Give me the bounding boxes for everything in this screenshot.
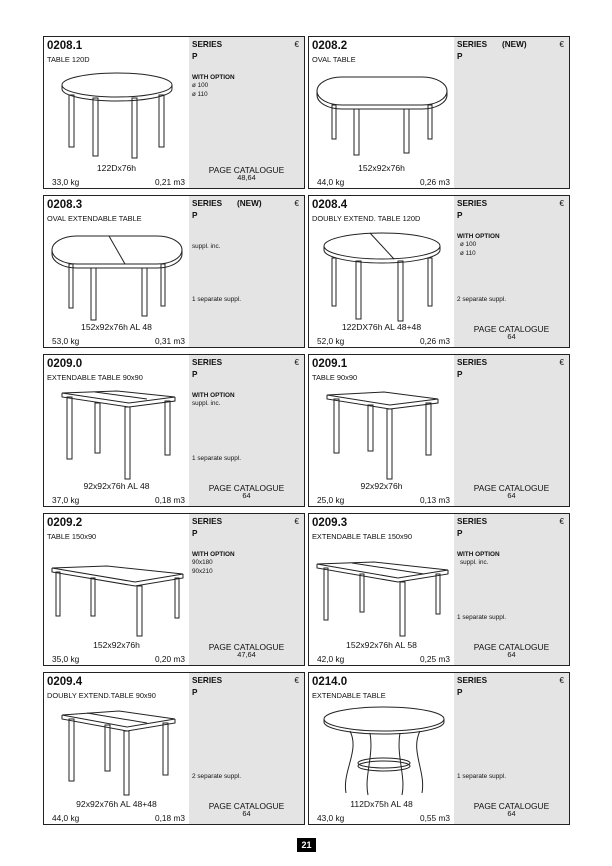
euro-symbol: € (294, 199, 299, 208)
product-weight: 53,0 kg (52, 336, 80, 346)
round-table-icon (47, 65, 187, 163)
page-catalogue-label: PAGE CATALOGUE (473, 801, 550, 811)
product-code: 0208.4 (312, 199, 348, 211)
new-badge: (NEW) (502, 40, 527, 49)
product-info (44, 37, 189, 188)
option-label: WITH OPTION (192, 551, 235, 558)
page-catalogue-label: PAGE CATALOGUE (208, 165, 285, 175)
series-label: SERIES (192, 358, 223, 367)
series-label: SERIES (457, 676, 488, 685)
product-dimensions: 122Dx76h (96, 163, 137, 173)
option-label: WITH OPTION (192, 392, 235, 399)
product-series-panel (454, 196, 569, 347)
series-label: SERIES (192, 199, 223, 208)
product-volume: 0,20 m3 (155, 654, 185, 664)
option-item: ø 110 (192, 91, 208, 98)
page-catalogue-label: PAGE CATALOGUE (208, 483, 285, 493)
product-weight: 42,0 kg (317, 654, 345, 664)
option-item: 90x210 (192, 568, 213, 575)
square-double-extendable-table-icon (47, 701, 187, 799)
product-volume: 0,13 m3 (420, 495, 450, 505)
product-series-panel (454, 673, 569, 824)
product-weight: 44,0 kg (52, 813, 80, 823)
product-name: EXTENDABLE TABLE 90x90 (47, 373, 143, 382)
product-dimensions: 92x92x76h AL 48+48 (76, 799, 157, 809)
product-info (44, 514, 189, 665)
option-label: WITH OPTION (457, 233, 500, 240)
page-catalogue (189, 484, 304, 501)
page-catalogue (454, 484, 569, 501)
page-catalogue-label: PAGE CATALOGUE (208, 801, 285, 811)
product-card (43, 36, 305, 189)
product-dimensions: 152x92x76h AL 58 (346, 640, 417, 650)
product-volume: 0,25 m3 (420, 654, 450, 664)
product-card (43, 672, 305, 825)
supplement-note: 1 separate suppl. (192, 455, 242, 462)
page-catalogue-number: 64 (507, 650, 516, 660)
product-name: TABLE 150x90 (47, 532, 97, 541)
product-name: TABLE 90x90 (312, 373, 358, 382)
product-info (309, 355, 454, 506)
option-item: suppl. inc. (192, 243, 221, 250)
product-card (308, 513, 570, 666)
product-dimensions: 152x92x76h AL 48 (81, 322, 152, 332)
series-label: SERIES (457, 358, 488, 367)
euro-symbol: € (559, 199, 564, 208)
series-value: P (192, 211, 198, 220)
product-name: EXTENDABLE TABLE 150x90 (312, 532, 412, 541)
page-catalogue-label: PAGE CATALOGUE (208, 642, 285, 652)
option-item: suppl. inc. (460, 559, 489, 566)
page-catalogue (454, 802, 569, 819)
product-weight: 35,0 kg (52, 654, 80, 664)
page-catalogue-number: 64 (507, 332, 516, 342)
series-value: P (192, 370, 198, 379)
product-dimensions: 112Dx75h AL 48 (350, 799, 413, 809)
page-catalogue-number: 64 (242, 491, 251, 501)
rect-table-icon (47, 542, 187, 640)
product-code: 0209.1 (312, 358, 348, 370)
page-catalogue (189, 166, 304, 183)
series-value: P (192, 52, 198, 61)
product-code: 0208.1 (47, 40, 83, 52)
product-card (308, 672, 570, 825)
product-info (309, 37, 454, 188)
new-badge: (NEW) (237, 199, 262, 208)
product-weight: 52,0 kg (317, 336, 345, 346)
euro-symbol: € (559, 517, 564, 526)
product-name: OVAL TABLE (312, 55, 356, 64)
product-weight: 33,0 kg (52, 177, 80, 187)
supplement-note: 1 separate suppl. (457, 773, 507, 780)
product-card (308, 354, 570, 507)
euro-symbol: € (294, 517, 299, 526)
product-series-panel (454, 355, 569, 506)
product-card (308, 195, 570, 348)
series-label: SERIES (192, 40, 223, 49)
product-series-panel (189, 196, 304, 347)
product-info (44, 196, 189, 347)
series-value: P (192, 688, 198, 697)
euro-symbol: € (559, 358, 564, 367)
product-code: 0208.3 (47, 199, 83, 211)
series-label: SERIES (457, 199, 488, 208)
series-value: P (457, 52, 463, 61)
page-catalogue-number: 64 (242, 809, 251, 819)
series-value: P (457, 688, 463, 697)
page-catalogue-number: 48,64 (237, 173, 256, 183)
euro-symbol: € (294, 676, 299, 685)
supplement-note: 2 separate suppl. (457, 296, 507, 303)
page-catalogue (189, 802, 304, 819)
option-label: WITH OPTION (192, 74, 235, 81)
product-card (43, 513, 305, 666)
product-name: OVAL EXTENDABLE TABLE (47, 214, 142, 223)
euro-symbol: € (294, 358, 299, 367)
product-card (43, 195, 305, 348)
product-name: EXTENDABLE TABLE (312, 691, 386, 700)
euro-symbol: € (559, 676, 564, 685)
series-label: SERIES (457, 40, 488, 49)
page-catalogue (454, 325, 569, 342)
product-series-panel (454, 37, 569, 188)
page-catalogue (454, 643, 569, 660)
page-catalogue (189, 643, 304, 660)
option-label: WITH OPTION (457, 551, 500, 558)
product-dimensions: 92x92x76h (360, 481, 403, 491)
option-item: 90x180 (192, 559, 213, 566)
product-weight: 43,0 kg (317, 813, 345, 823)
product-name: TABLE 120D (47, 55, 90, 64)
product-series-panel (454, 514, 569, 665)
product-code: 0209.0 (47, 358, 83, 370)
series-value: P (457, 529, 463, 538)
euro-symbol: € (294, 40, 299, 49)
product-volume: 0,55 m3 (420, 813, 450, 823)
product-dimensions: 152x92x76h (358, 163, 405, 173)
page-catalogue-number: 47,64 (237, 650, 256, 660)
product-volume: 0,26 m3 (420, 336, 450, 346)
series-label: SERIES (192, 517, 223, 526)
product-info (44, 673, 189, 824)
product-dimensions: 92x92x76h AL 48 (83, 481, 150, 491)
series-value: P (192, 529, 198, 538)
product-series-panel (189, 355, 304, 506)
option-item: ø 100 (460, 241, 477, 248)
series-value: P (457, 211, 463, 220)
square-table-icon (312, 383, 452, 481)
product-volume: 0,26 m3 (420, 177, 450, 187)
product-code: 0208.2 (312, 40, 348, 52)
rect-extendable-table-icon (312, 542, 452, 640)
page-catalogue-number: 64 (507, 491, 516, 501)
page-catalogue-number: 64 (507, 809, 516, 819)
square-extendable-table-icon (47, 383, 187, 481)
series-label: SERIES (192, 676, 223, 685)
page-catalogue-label: PAGE CATALOGUE (473, 642, 550, 652)
series-label: SERIES (457, 517, 488, 526)
product-code: 0209.4 (47, 676, 83, 688)
series-value: P (457, 370, 463, 379)
product-weight: 25,0 kg (317, 495, 345, 505)
product-dimensions: 122DX76h AL 48+48 (341, 322, 422, 332)
product-series-panel (189, 37, 304, 188)
product-dimensions: 152x92x76h (93, 640, 140, 650)
product-info (309, 673, 454, 824)
page-catalogue-label: PAGE CATALOGUE (473, 324, 550, 334)
euro-symbol: € (559, 40, 564, 49)
option-item: ø 100 (192, 82, 209, 89)
round-extendable-table-icon (312, 224, 452, 322)
supplement-note: 1 separate suppl. (192, 296, 242, 303)
product-card (308, 36, 570, 189)
product-code: 0214.0 (312, 676, 348, 688)
product-weight: 37,0 kg (52, 495, 80, 505)
product-name: DOUBLY EXTEND. TABLE 120D (312, 214, 421, 223)
product-card (43, 354, 305, 507)
page-catalogue-label: PAGE CATALOGUE (473, 483, 550, 493)
product-info (309, 514, 454, 665)
product-name: DOUBLY EXTEND.TABLE 90x90 (47, 691, 156, 700)
pedestal-table-icon (312, 701, 452, 799)
page-number: 21 (297, 838, 316, 852)
product-info (44, 355, 189, 506)
product-series-panel (189, 514, 304, 665)
option-item: ø 110 (460, 250, 476, 257)
product-code: 0209.2 (47, 517, 83, 529)
product-volume: 0,18 m3 (155, 495, 185, 505)
product-volume: 0,21 m3 (155, 177, 185, 187)
oval-table-icon (312, 65, 452, 163)
product-weight: 44,0 kg (317, 177, 345, 187)
supplement-note: 1 separate suppl. (457, 614, 507, 621)
oval-extendable-table-icon (47, 224, 187, 322)
product-code: 0209.3 (312, 517, 348, 529)
product-volume: 0,18 m3 (155, 813, 185, 823)
product-volume: 0,31 m3 (155, 336, 185, 346)
product-series-panel (189, 673, 304, 824)
product-info (309, 196, 454, 347)
option-item: suppl. inc. (192, 400, 221, 407)
supplement-note: 2 separate suppl. (192, 773, 242, 780)
